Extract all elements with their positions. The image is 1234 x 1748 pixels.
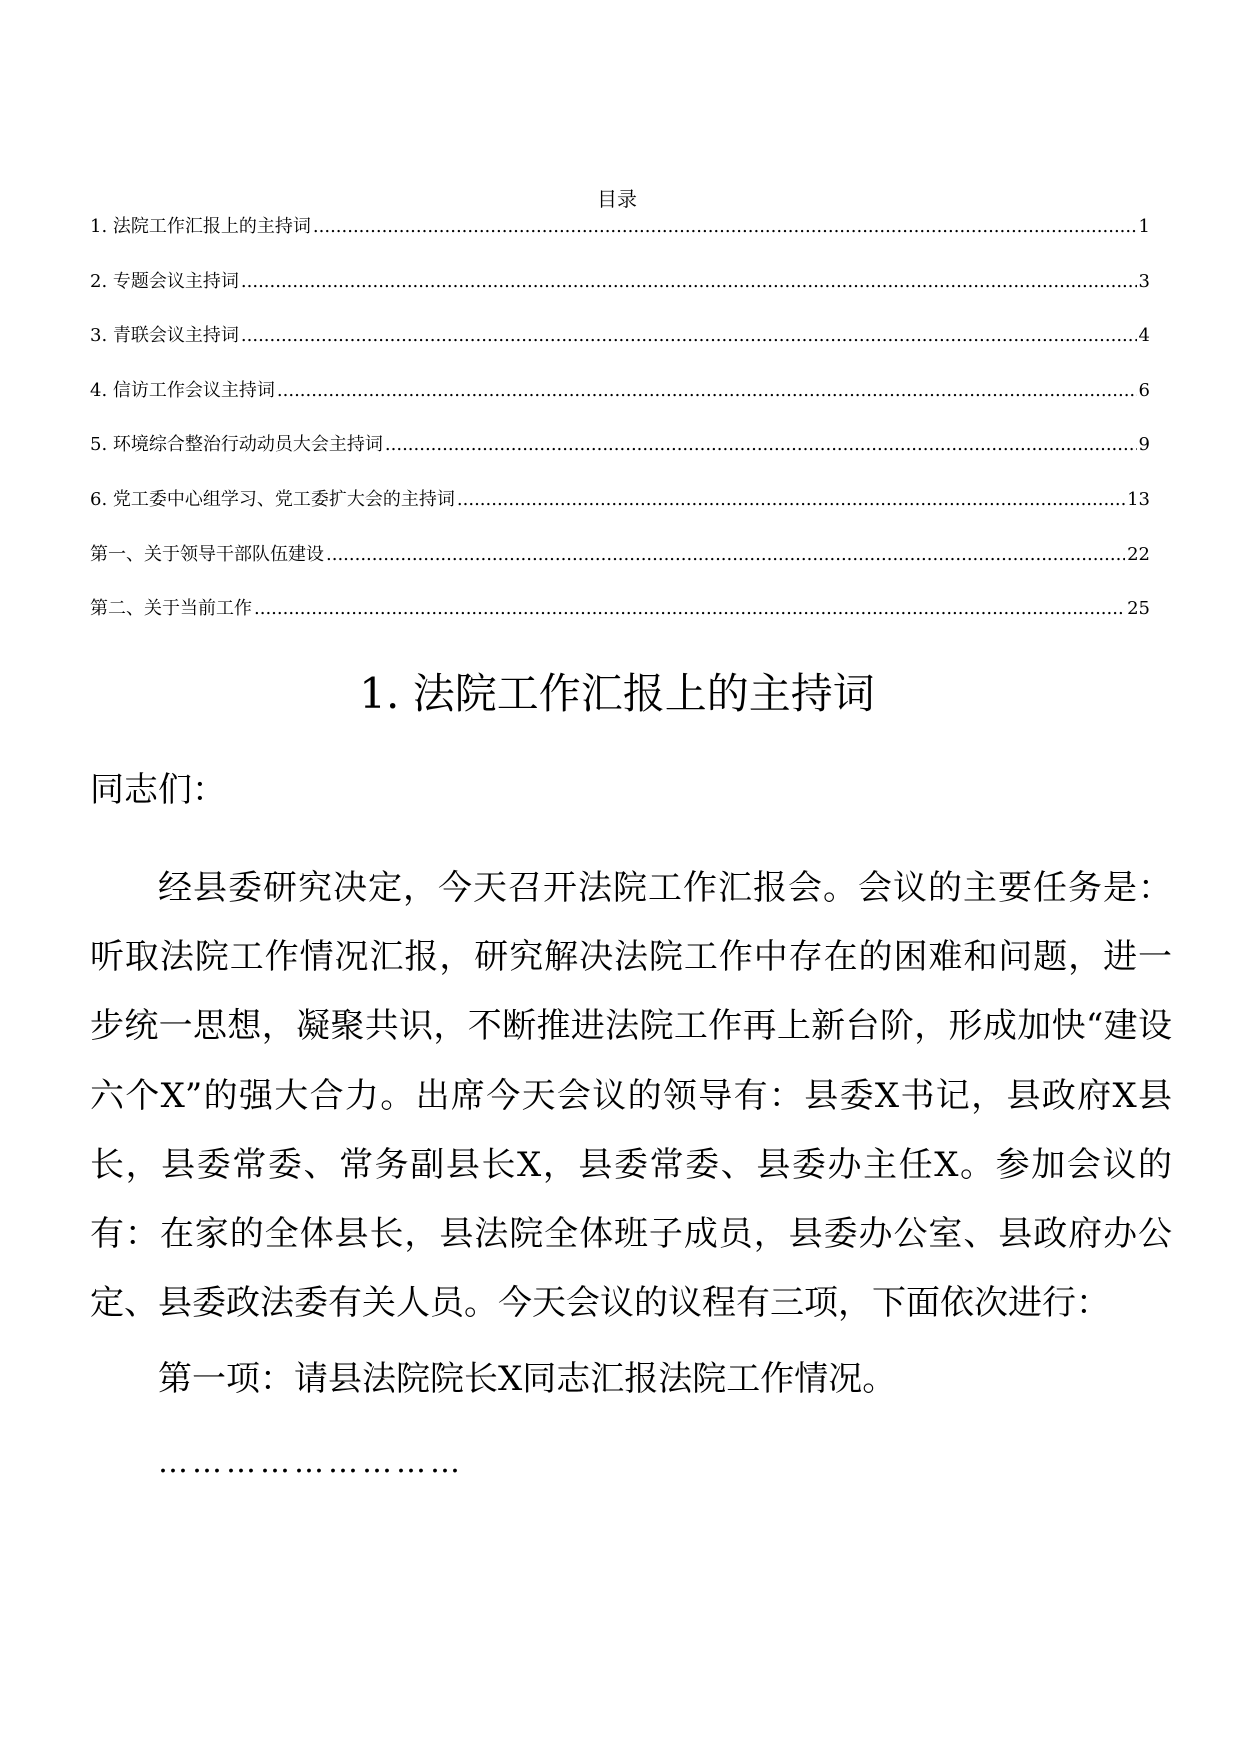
agenda-item-1: 第一项：请县法院院长X同志汇报法院工作情况。 (158, 1359, 897, 1399)
toc-entry-label: 6. 党工委中心组学习、党工委扩大会的主持词 (90, 488, 455, 510)
toc-leader-dots (277, 378, 1137, 404)
toc-entry-6[interactable] (90, 487, 1150, 542)
toc-entry-7[interactable] (90, 542, 1150, 597)
toc-entry-label: 3. 青联会议主持词 (90, 325, 239, 347)
toc-entry-label: 5. 环境综合整治行动动员大会主持词 (90, 434, 383, 456)
toc-leader-dots (457, 487, 1125, 513)
toc-entry-5[interactable] (90, 432, 1150, 487)
toc-entry-page: 6 (1138, 379, 1150, 401)
toc-leader-dots (241, 323, 1137, 349)
toc-leader-dots (385, 432, 1137, 458)
table-of-contents (90, 214, 1150, 651)
toc-entry-page: 1 (1138, 216, 1150, 237)
toc-entry-label: 4. 信访工作会议主持词 (90, 379, 275, 401)
toc-entry-page: 4 (1138, 325, 1150, 347)
toc-entry-label: 1. 法院工作汇报上的主持词 (90, 216, 311, 237)
toc-entry-page: 22 (1127, 543, 1150, 565)
salutation: 同志们： (90, 770, 226, 810)
toc-title: 目录 (597, 187, 637, 211)
toc-entry-8[interactable] (90, 596, 1150, 651)
toc-entry-3[interactable] (90, 323, 1150, 378)
toc-leader-dots (326, 542, 1125, 568)
toc-entry-4[interactable] (90, 378, 1150, 433)
body-paragraph: 经县委研究决定，今天召开法院工作汇报会。会议的主要任务是：听取法院工作情况汇报，研究解决法院工作中存在的困难和问题，进一步统一思想，凝聚共识，不断推进法院工作再上新台阶，形成加快“建设六个X”的强大合力。出席今天会议的领导有：县委X书记，县政府X县长，县委常委、常务副县长X，县委常委、县委办主任X。参加会议的有：在家的全体县长，县法院全体班子成员，县委办公室、县政府办公定、县委政法委有关人员。今天会议的议程有三项，下面依次进行： (90, 868, 1172, 1324)
toc-leader-dots (254, 596, 1125, 622)
document-heading: 1. 法院工作汇报上的主持词 (359, 669, 875, 718)
toc-entry-label: 2. 专题会议主持词 (90, 270, 239, 292)
toc-leader-dots (241, 269, 1137, 295)
toc-entry-2[interactable] (90, 269, 1150, 324)
toc-entry-page: 25 (1127, 598, 1150, 620)
toc-entry-label: 第二、关于当前工作 (90, 598, 252, 620)
toc-entry-page: 13 (1127, 488, 1150, 510)
toc-leader-dots (313, 214, 1137, 240)
toc-entry-page: 9 (1138, 434, 1150, 456)
toc-entry-label: 第一、关于领导干部队伍建设 (90, 543, 324, 565)
ellipsis-continuation: ……………………… (158, 1445, 464, 1480)
toc-entry-page: 3 (1138, 270, 1150, 292)
toc-entry-1[interactable] (90, 214, 1150, 269)
